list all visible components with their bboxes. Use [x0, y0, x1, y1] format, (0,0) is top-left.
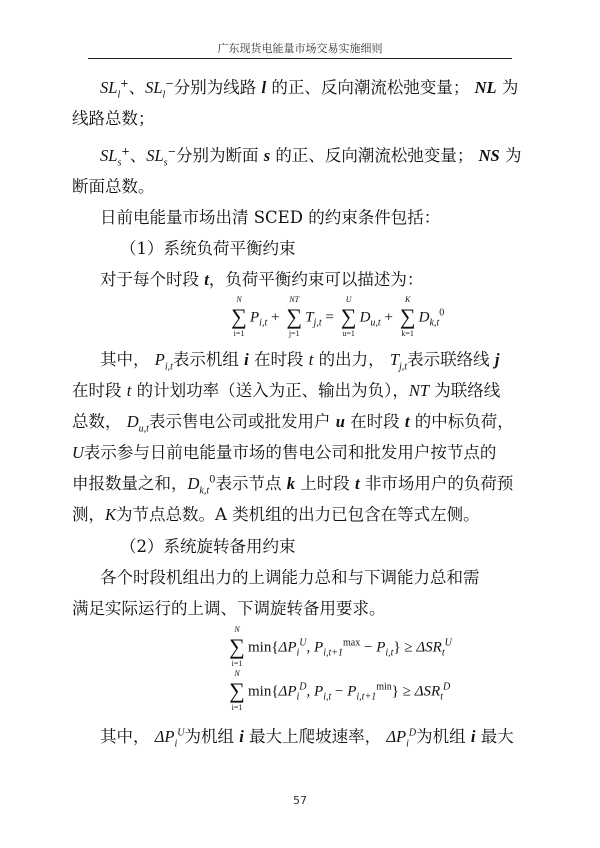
paragraph-line: 测，K为节点总数。A 类机组的出力已包含在等式左侧。 — [72, 505, 480, 524]
paragraph-line: 满足实际运行的上调、下调旋转备用要求。 — [72, 599, 386, 618]
paragraph-line: 断面总数。 — [72, 177, 155, 196]
section-heading: （1）系统负荷平衡约束 — [120, 239, 296, 258]
paragraph-line: 申报数量之和，$D_{k,t}^0$表示节点 k 上时段 t 非市场用户的负荷预 — [72, 474, 514, 497]
section-heading: （2）系统旋转备用约束 — [120, 537, 296, 556]
paragraph-line: 对于每个时段 t，负荷平衡约束可以描述为： — [100, 270, 424, 289]
paragraph-line: 日前电能量市场出清 SCED 的约束条件包括： — [100, 208, 441, 227]
paragraph-line: U表示参与日前电能量市场的售电公司和批发用户按节点的 — [72, 443, 497, 462]
page-header: 广东现货电能量市场交易实施细则 — [217, 42, 383, 55]
header-rule — [88, 58, 512, 59]
paragraph-line: 其中， $\Delta P_i^U$为机组 i 最大上爬坡速率， $\Delta P_i^D$为机组 i 最大 — [100, 727, 514, 750]
paragraph-line: $SL_s^+$、$SL_s^-$分别为断面 s 的正、反向潮流松弛变量； NS 为 — [100, 146, 522, 169]
paragraph-line: $SL_l^+$、$SL_l^-$分别为线路 l 的正、反向潮流松弛变量； NL 为 — [100, 78, 519, 101]
paragraph-line: 在时段 t 的计划功率（送入为正、输出为负），NT 为联络线 — [72, 381, 501, 400]
paragraph-line: 其中， $P_{i,t}$表示机组 i 在时段 t 的出力， $T_{j,t}$表示联络线 j — [100, 350, 500, 373]
paragraph-line: 总数， $D_{u,t}$表示售电公司或批发用户 u 在时段 t 的中标负荷， — [72, 412, 514, 435]
equation-down-reserve: N ∑ i=1 $\min\{\Delta P_i^D$, $P_{i,t} - P_{i,t+1}^{min}\} \ge \Delta SR_t^D$ — [229, 669, 451, 712]
page-number: 57 — [293, 794, 307, 807]
paragraph-line: 线路总数； — [72, 109, 155, 128]
equation-up-reserve: N ∑ i=1 $\min\{\Delta P_i^U$, $P_{i,t+1}^{max} - P_{i,t}\} \ge \Delta SR_t^U$ — [229, 625, 452, 668]
equation-load-balance: N ∑ i=1 $P_{i,t}$ + NT ∑ j=1 $T_{j,t}$ = U ∑ u=1 $D_{u,t}$ + K ∑ k=1 $D_{k,t}^0$ — [231, 295, 445, 338]
paragraph-line: 各个时段机组出力的上调能力总和与下调能力总和需 — [100, 568, 480, 587]
